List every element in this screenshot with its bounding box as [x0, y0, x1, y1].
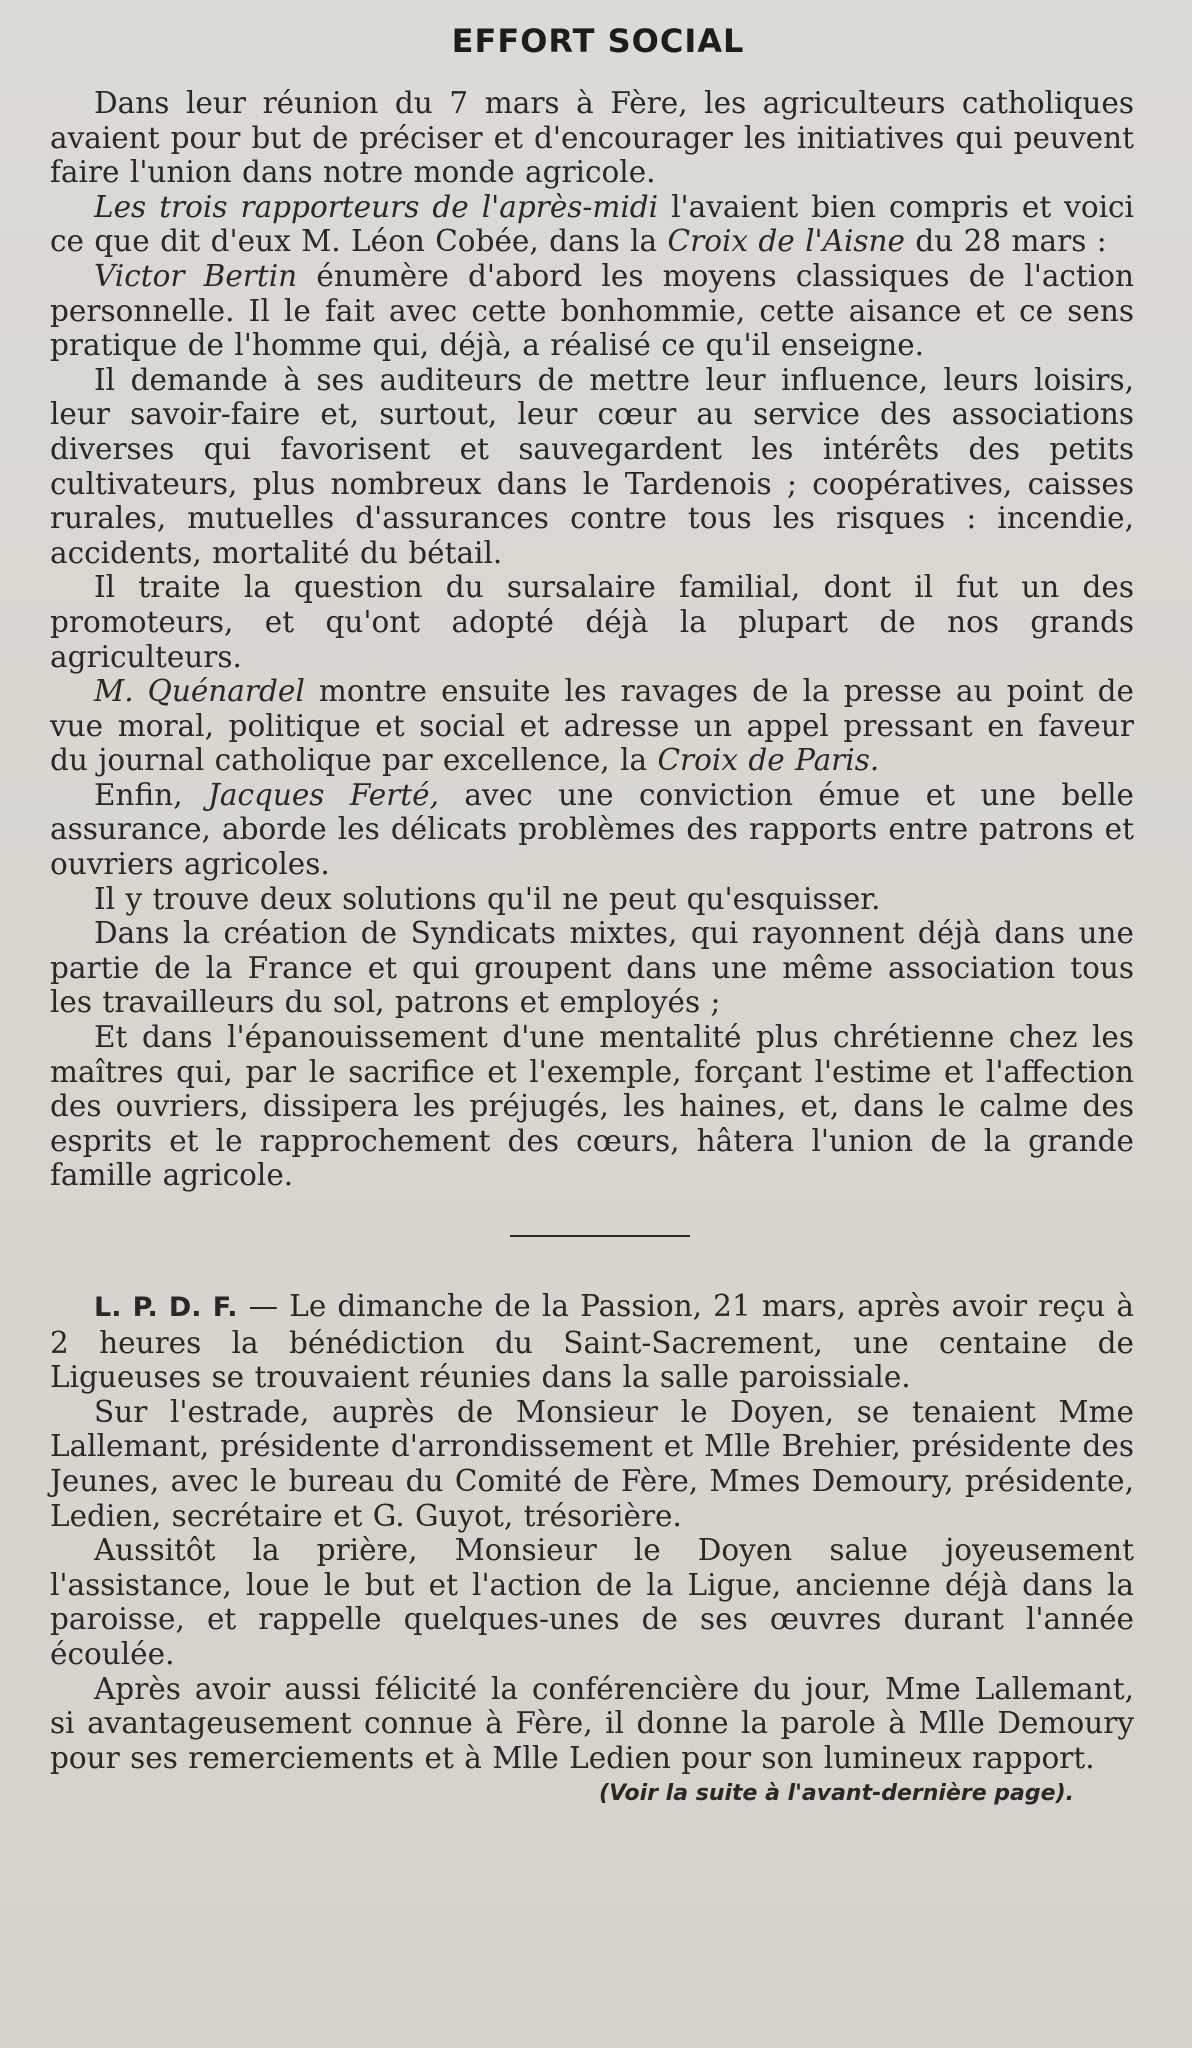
paragraph-quenardel — [50, 674, 1134, 778]
paragraph-sursalaire: Il traite la question du sursalaire familial, dont il fut un des promoteurs, et qu'ont adopté déjà la plupart de nos grands agriculteurs. — [50, 570, 1134, 674]
paragraph-mentalite: Et dans l'épanouissement d'une mentalité plus chrétienne chez les maîtres qui, par le sacrifice et l'exemple, forçant l'estime et l'affection des ouvriers, dissipera les préjugés, les haines, et, dans le calme des esprits et le rapprochement des cœurs, hâtera l'union de la grande famille agricole. — [50, 1020, 1134, 1193]
italic-croix-paris: Croix de Paris. — [657, 743, 880, 778]
section-divider — [510, 1235, 690, 1237]
paragraph-lpdf-intro — [50, 1289, 1134, 1395]
paragraph-estrade: Sur l'estrade, auprès de Monsieur le Doyen, se tenaient Mme Lallemant, présidente d'arrondissement et Mlle Brehier, présidente des Jeunes, avec le bureau du Comité de Fère, Mmes Demoury, présidente, Ledien, secrétaire et G. Guyot, trésorière. — [50, 1394, 1134, 1533]
paragraph-conferenciere: Après avoir aussi félicité la conférencière du jour, Mme Lallemant, si avantageusement connue à Fère, il donne la parole à Mlle Demoury pour ses remerciements et à Mlle Ledien pour son lumineux rapport. — [50, 1671, 1134, 1775]
text-enfin: Enfin, — [94, 777, 209, 812]
continuation-note: (Voir la suite à l'avant-dernière page). — [599, 1781, 1074, 1807]
italic-rapporteurs: Les trois rapporteurs de l'après-midi — [94, 189, 659, 224]
text-ferte: avec une conviction émue et une belle assurance, aborde les délicats problèmes des rapports entre patrons et ouvriers agricoles. — [50, 777, 1134, 882]
text-bertin: énumère d'abord les moyens classiques de l'action personnelle. Il le fait avec cette bonhommie, cette aisance et ce sens pratique de l'homme qui, déjà, a réalisé ce qu'il enseigne. — [50, 258, 1134, 363]
text-date: du 28 mars : — [905, 224, 1107, 259]
article-title: EFFORT SOCIAL — [451, 22, 745, 60]
paragraph-bertin — [50, 259, 1134, 363]
paragraph-rapporteurs — [50, 190, 1134, 259]
paragraph-syndicats: Dans la création de Syndicats mixtes, qui rayonnent déjà dans une partie de la France et qui groupent dans une même association tous les travailleurs du sol, patrons et employés ; — [50, 916, 1134, 1020]
paragraph-associations: Il demande à ses auditeurs de mettre leur influence, leurs loisirs, leur savoir-faire et, surtout, leur cœur au service des associations diverses qui favorisent et sauvegardent les intérêts des petits cultivateurs, plus nombreux dans le Tardenois ; coopératives, caisses rurales, mutuelles d'assurances contre tous les risques : incendie, accidents, mortalité du bétail. — [50, 362, 1134, 570]
lpdf-lead: L. P. D. F. — [94, 1292, 238, 1323]
text-rapporteurs: l'avaient bien compris et voici ce que dit d'eux M. Léon Cobée, dans la — [50, 189, 1134, 259]
italic-croix-aisne: Croix de l'Aisne — [667, 224, 905, 259]
text-lpdf-intro: — Le dimanche de la Passion, 21 mars, après avoir reçu à 2 heures la bénédiction du Saint-Sacrement, une centaine de Ligueuses se trouvaient réunies dans la salle paroissiale. — [50, 1289, 1134, 1395]
paragraph-intro: Dans leur réunion du 7 mars à Fère, les agriculteurs catholiques avaient pour but de préciser et d'encourager les initiatives qui peuvent faire l'union dans notre monde agricole. — [50, 86, 1134, 190]
paragraph-solutions: Il y trouve deux solutions qu'il ne peut qu'esquisser. — [94, 881, 881, 916]
italic-ferte: Jacques Ferté, — [208, 777, 439, 812]
paragraph-ferte — [50, 778, 1134, 882]
italic-quenardel: M. Quénardel — [94, 674, 305, 709]
italic-bertin: Victor Bertin — [94, 258, 298, 293]
paragraph-priere: Aussitôt la prière, Monsieur le Doyen salue joyeusement l'assistance, loue le but et l'action de la Ligue, ancienne déjà dans la paroisse, et rappelle quelques-unes de ses œuvres durant l'année écoulée. — [50, 1533, 1134, 1671]
text-quenardel: montre ensuite les ravages de la presse au point de vue moral, politique et social et adresse un appel pressant en faveur du journal catholique par excellence, la — [50, 674, 1134, 778]
